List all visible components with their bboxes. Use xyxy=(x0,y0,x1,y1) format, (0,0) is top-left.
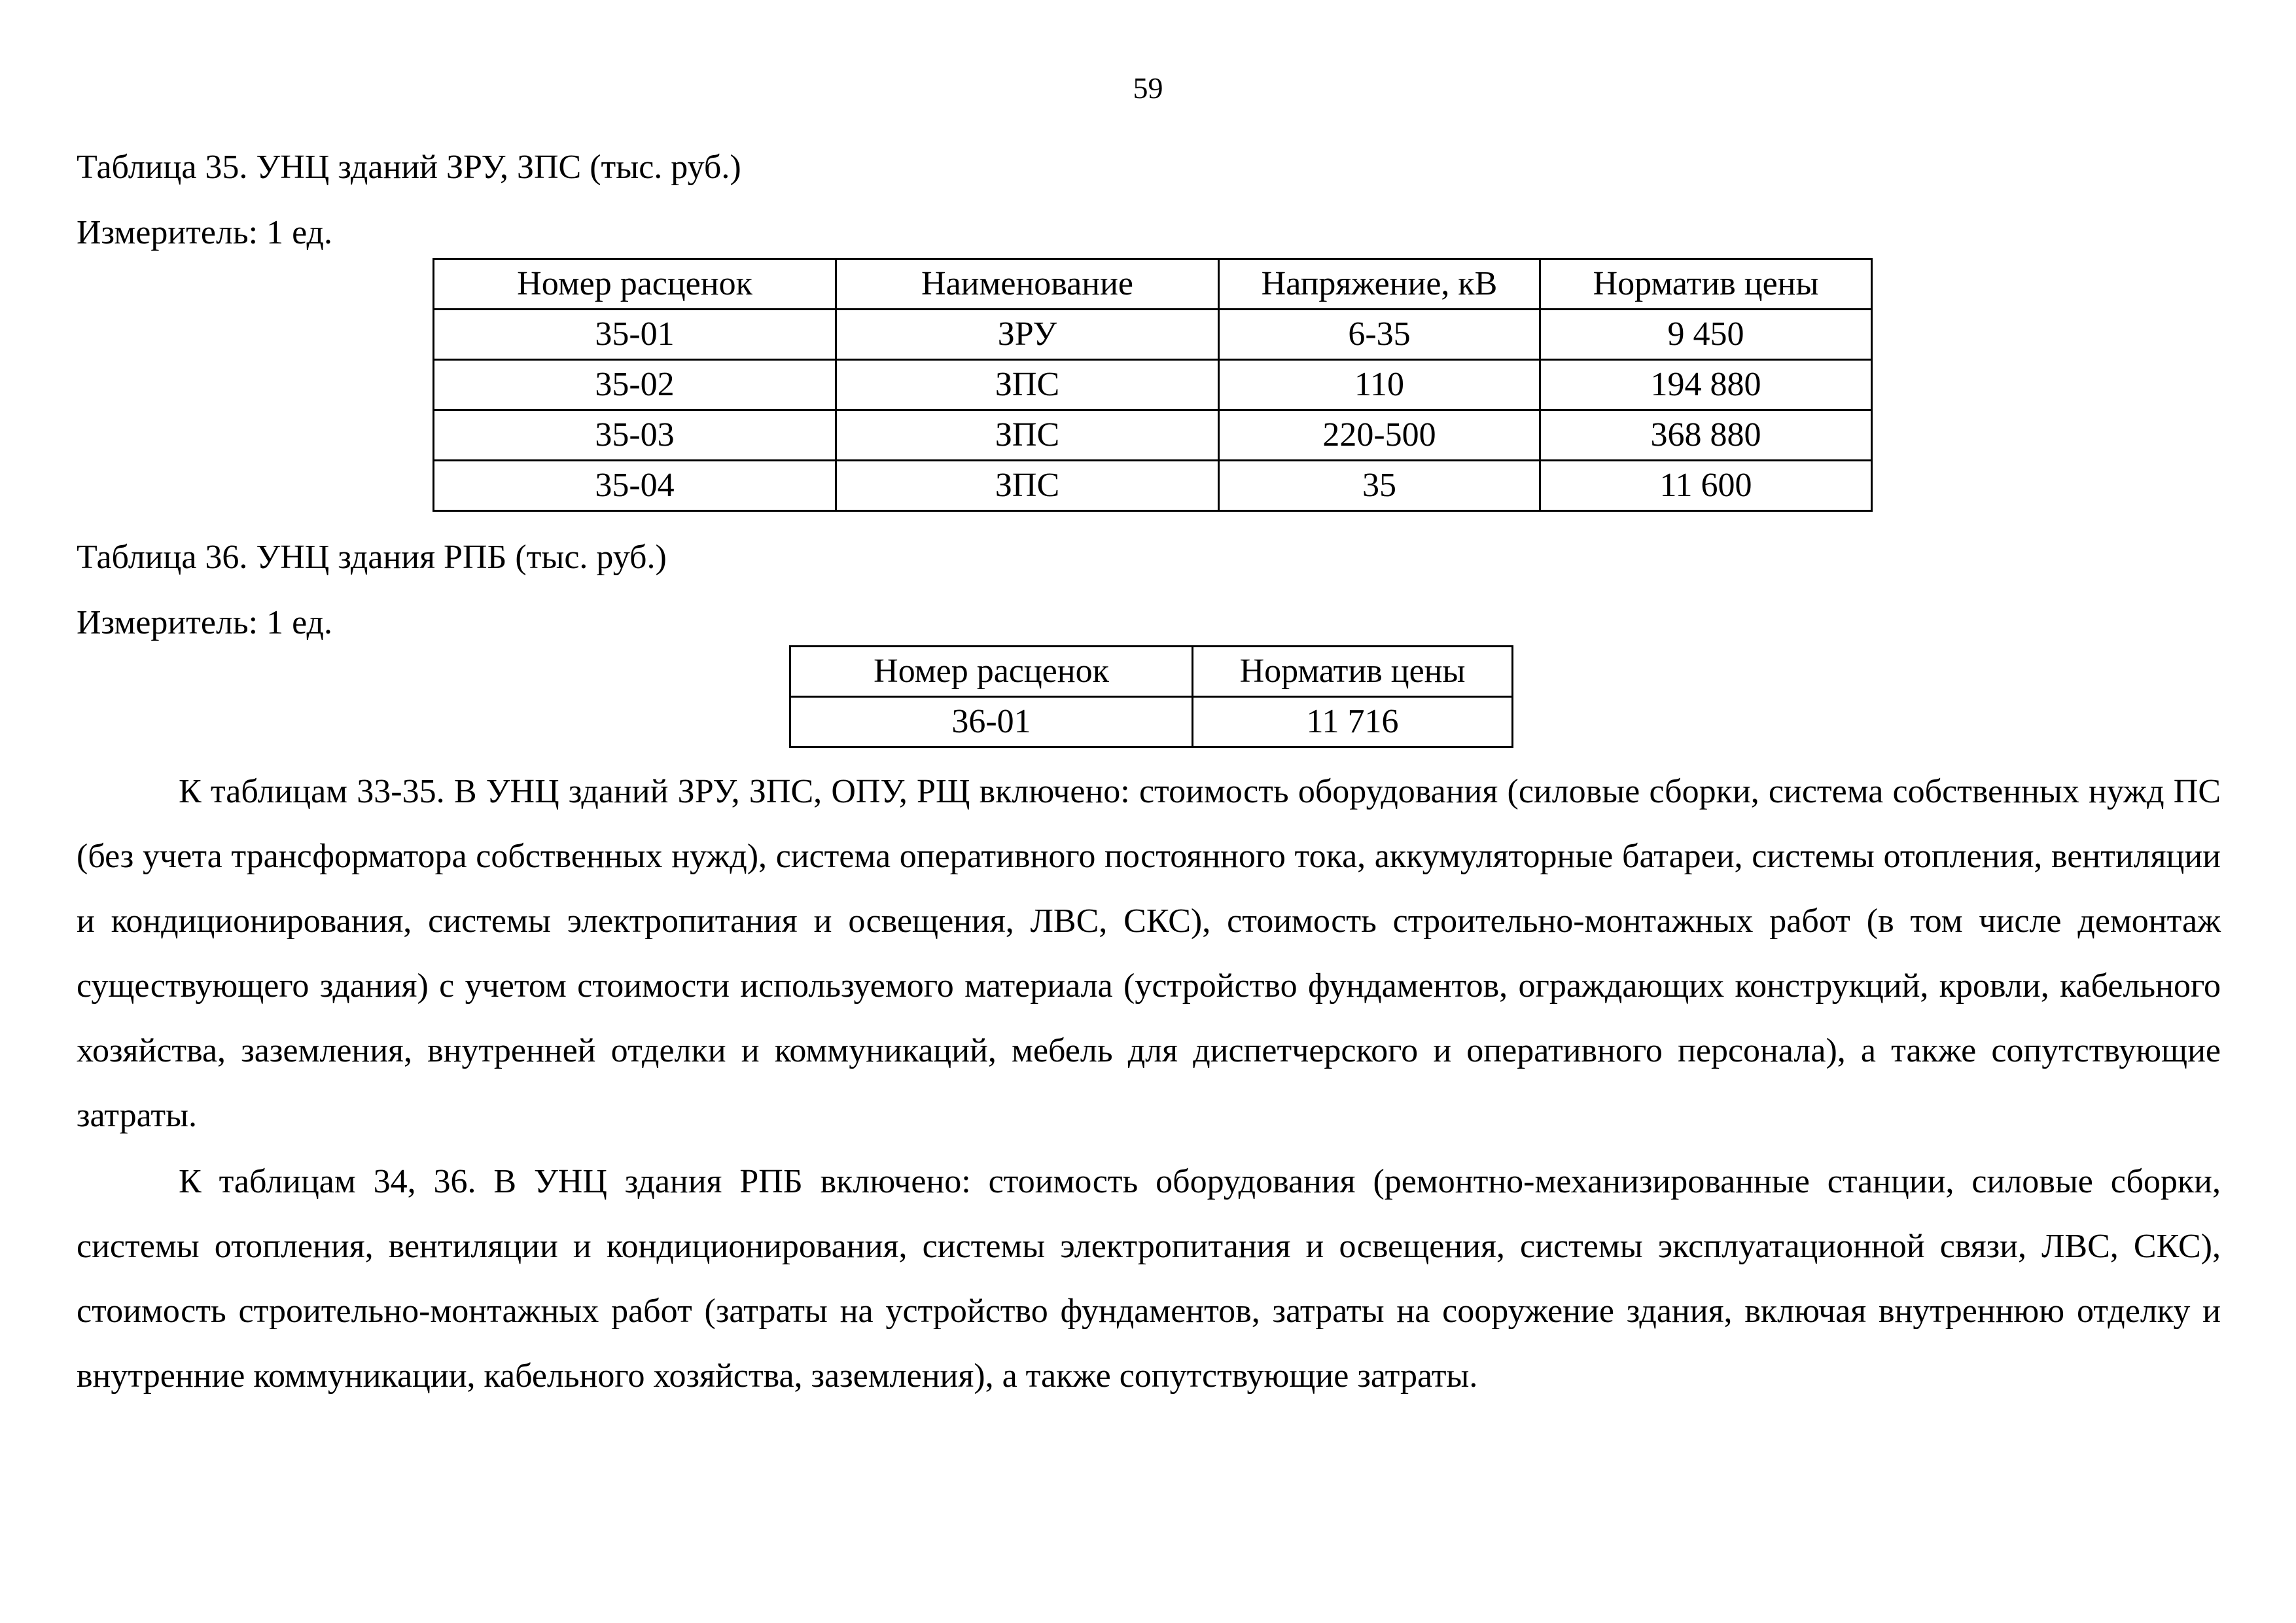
table-row xyxy=(434,310,1872,360)
table-cell: 35-02 xyxy=(434,360,836,410)
table-cell: 35-03 xyxy=(434,410,836,461)
table-36 xyxy=(789,645,1513,748)
note-paragraph-tables-34-36: К таблицам 34, 36. В УНЦ здания РПБ включено: стоимость оборудования (ремонтно-механизированные станции, силовые сборки, системы отопления, вентиляции и кондиционирования, системы электропитания и освещения, системы эксплуатационной связи, ЛВС, СКС), стоимость строительно-монтажных работ (затраты на устройство фундаментов, затраты на сооружение здания, включая внутреннюю отделку и внутренние коммуникации, кабельного хозяйства, заземления), а также сопутствующие затраты. xyxy=(77,1163,2221,1395)
table-cell: ЗРУ xyxy=(836,310,1219,360)
table-cell: ЗПС xyxy=(836,410,1219,461)
column-header: Наименование xyxy=(836,259,1219,310)
table-35 xyxy=(433,258,1873,512)
table-row xyxy=(790,697,1513,747)
column-header: Номер расценок xyxy=(790,647,1193,697)
table-36-header-row xyxy=(790,647,1513,697)
table-35-unit: Измеритель: 1 ед. xyxy=(77,214,332,251)
table-cell: 6-35 xyxy=(1219,310,1540,360)
table-cell: 220-500 xyxy=(1219,410,1540,461)
table-cell: 9 450 xyxy=(1540,310,1872,360)
table-row xyxy=(434,360,1872,410)
table-35-caption: Таблица 35. УНЦ зданий ЗРУ, ЗПС (тыс. руб.) xyxy=(77,149,741,186)
column-header: Норматив цены xyxy=(1193,647,1513,697)
table-cell: 36-01 xyxy=(790,697,1193,747)
table-cell: 11 716 xyxy=(1193,697,1513,747)
table-cell: ЗПС xyxy=(836,360,1219,410)
table-cell: 35 xyxy=(1219,461,1540,511)
table-row xyxy=(434,461,1872,511)
table-cell: 35-04 xyxy=(434,461,836,511)
table-cell: 368 880 xyxy=(1540,410,1872,461)
column-header: Норматив цены xyxy=(1540,259,1872,310)
table-cell: 194 880 xyxy=(1540,360,1872,410)
table-35-header-row xyxy=(434,259,1872,310)
table-cell: 11 600 xyxy=(1540,461,1872,511)
table-cell: ЗПС xyxy=(836,461,1219,511)
table-36-caption: Таблица 36. УНЦ здания РПБ (тыс. руб.) xyxy=(77,539,667,576)
table-cell: 35-01 xyxy=(434,310,836,360)
table-row xyxy=(434,410,1872,461)
table-cell: 110 xyxy=(1219,360,1540,410)
column-header: Напряжение, кВ xyxy=(1219,259,1540,310)
column-header: Номер расценок xyxy=(434,259,836,310)
note-paragraph-tables-33-35: К таблицам 33-35. В УНЦ зданий ЗРУ, ЗПС, ОПУ, РЩ включено: стоимость оборудования (силовые сборки, система собственных нужд ПС (без учета трансформатора собственных нужд), система оперативного постоянного тока, аккумуляторные батареи, системы отопления, вентиляции и кондиционирования, системы электропитания и освещения, ЛВС, СКС), стоимость строительно-монтажных работ (в том числе демонтаж существующего здания) с учетом стоимости используемого материала (устройство фундаментов, ограждающих конструкций, кровли, кабельного хозяйства, заземления, внутренней отделки и коммуникаций, мебель для диспетчерского и оперативного персонала), а также сопутствующие затраты. xyxy=(77,773,2221,1134)
table-36-unit: Измеритель: 1 ед. xyxy=(77,604,332,641)
page-number: 59 xyxy=(1133,71,1163,105)
